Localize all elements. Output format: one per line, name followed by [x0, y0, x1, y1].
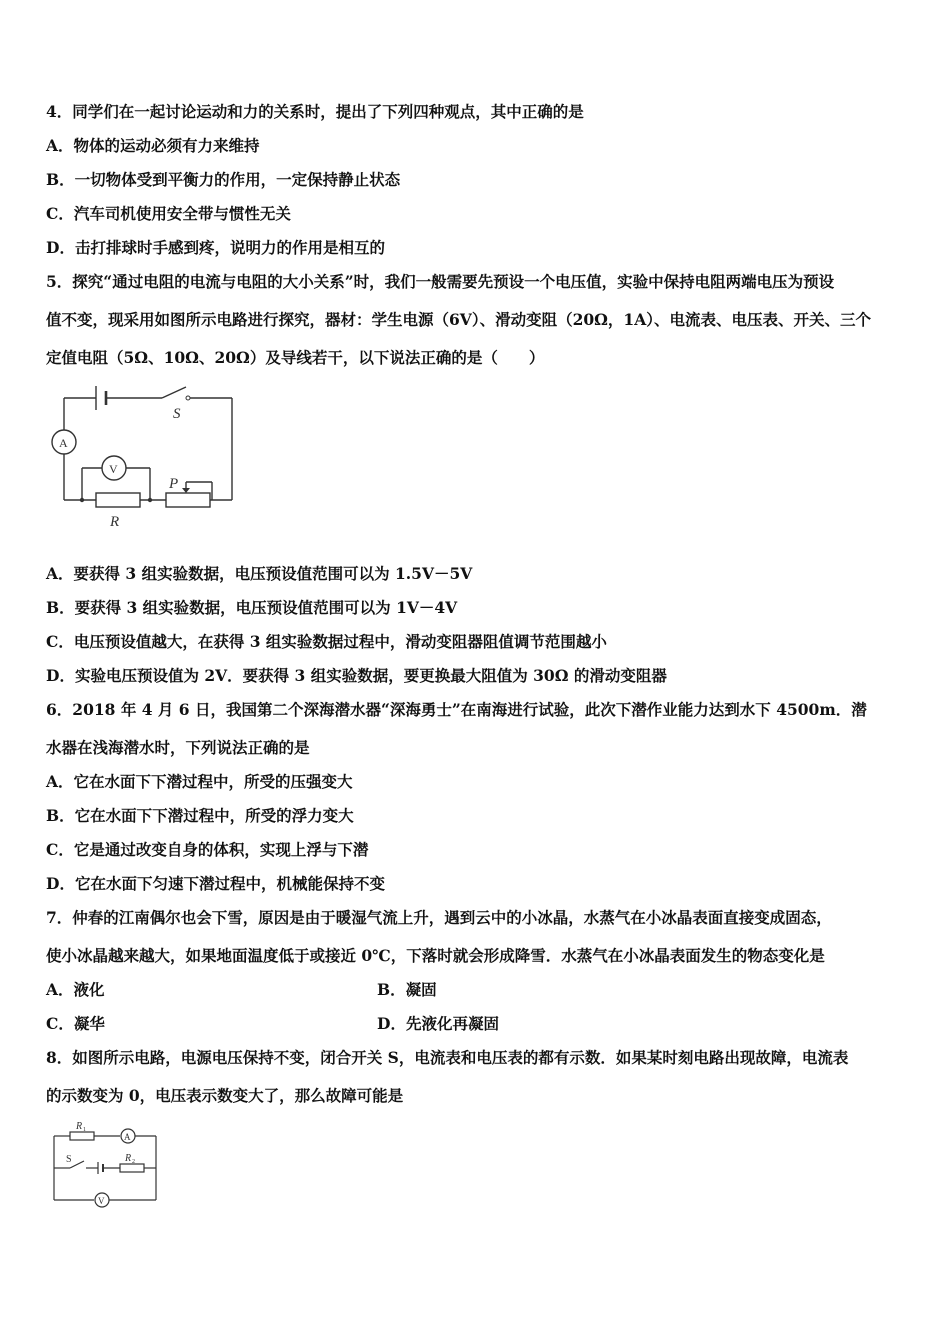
- q6-stem-line-1: 6．2018 年 4 月 6 日，我国第二个深海潜水器“深海勇士”在南海进行试验，此次下潜作业能力达到水下 4500m．潜: [46, 700, 867, 719]
- q4-option-c: C．汽车司机使用安全带与惯性无关: [46, 204, 291, 223]
- q5-option-b: B．要获得 3 组实验数据，电压预设值范围可以为 1V－4V: [46, 598, 458, 617]
- q6-option-a: A．它在水面下下潜过程中，所受的压强变大: [46, 772, 353, 791]
- q6-option-b: B．它在水面下下潜过程中，所受的浮力变大: [46, 806, 354, 825]
- q5-stem-line-3: 定值电阻（5Ω、10Ω、20Ω）及导线若干，以下说法正确的是（ ）: [46, 348, 545, 367]
- q7-stem-line-2: 使小冰晶越来越大，如果地面温度低于或接近 0℃，下落时就会形成降雪．水蒸气在小冰晶表面发生的物态变化是: [46, 946, 825, 965]
- q5-label-voltmeter: V: [109, 462, 118, 476]
- q5-option-c: C．电压预设值越大，在获得 3 组实验数据过程中，滑动变阻器阻值调节范围越小: [46, 632, 607, 651]
- q5-stem-line-2: 值不变，现采用如图所示电路进行探究，器材：学生电源（6V）、滑动变阻（20Ω，1A）、电流表、电压表、开关、三个: [46, 310, 871, 329]
- q6-option-c: C．它是通过改变自身的体积，实现上浮与下潜: [46, 840, 369, 859]
- q7-option-d: D．先液化再凝固: [377, 1014, 499, 1033]
- q5-option-d: D．实验电压预设值为 2V．要获得 3 组实验数据，要更换最大阻值为 30Ω 的滑动变阻器: [46, 666, 667, 685]
- q8-stem-line-1: 8．如图所示电路，电源电压保持不变，闭合开关 S，电流表和电压表的都有示数．如果某时刻电路出现故障，电流表: [46, 1048, 849, 1067]
- q4-stem: 4．同学们在一起讨论运动和力的关系时，提出了下列四种观点，其中正确的是: [46, 102, 584, 121]
- q8-label-switch: S: [66, 1154, 72, 1165]
- q8-label-voltmeter: V: [98, 1196, 105, 1206]
- q8-label-r2-subscript: 2: [132, 1159, 135, 1165]
- q4-option-d: D．击打排球时手感到疼，说明力的作用是相互的: [46, 238, 385, 257]
- q8-label-r1: R: [76, 1121, 83, 1132]
- slider-arrow-icon: [182, 488, 190, 493]
- q7-stem-line-1: 7．仲春的江南偶尔也会下雪，原因是由于暖湿气流上升，遇到云中的小冰晶，水蒸气在小冰晶表面直接变成固态，: [46, 908, 832, 927]
- q7-option-a: A．液化: [46, 980, 105, 999]
- q5-stem-line-1: 5．探究“通过电阻的电流与电阻的大小关系”时，我们一般需要先预设一个电压值，实验中保持电阻两端电压为预设: [46, 272, 835, 291]
- q8-label-ammeter: A: [124, 1132, 131, 1142]
- q7-option-b: B．凝固: [377, 980, 437, 999]
- q4-option-a: A．物体的运动必须有力来维持: [46, 136, 260, 155]
- q8-stem-line-2: 的示数变为 0，电压表示数变大了，那么故障可能是: [46, 1086, 404, 1105]
- q6-stem-line-2: 水器在浅海潜水时，下列说法正确的是: [46, 738, 310, 757]
- q8-label-r1-subscript: 1: [83, 1127, 86, 1133]
- q5-label-ammeter: A: [59, 436, 68, 450]
- q5-option-a: A．要获得 3 组实验数据，电压预设值范围可以为 1.5V－5V: [46, 564, 473, 583]
- q7-option-c: C．凝华: [46, 1014, 105, 1033]
- q8-circuit-diagram: [48, 1118, 164, 1210]
- q5-label-resistor: R: [110, 514, 120, 530]
- q5-label-switch: S: [173, 406, 181, 422]
- q4-option-b: B．一切物体受到平衡力的作用，一定保持静止状态: [46, 170, 401, 189]
- q5-label-slider: P: [169, 476, 179, 492]
- q6-option-d: D．它在水面下匀速下潜过程中，机械能保持不变: [46, 874, 385, 893]
- q8-label-r2: R: [125, 1153, 132, 1164]
- q5-circuit-diagram: [44, 380, 244, 532]
